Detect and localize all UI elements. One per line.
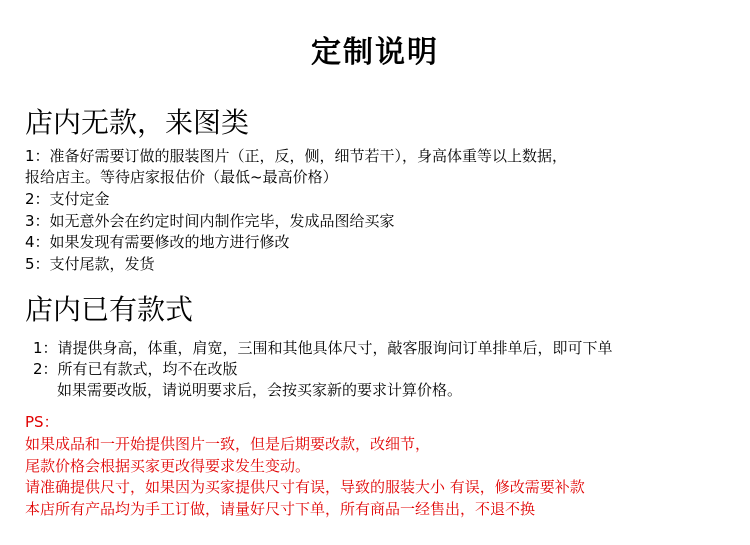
- notice-label: PS：: [25, 413, 59, 431]
- section1-step-4: 4：如果发现有需要修改的地方进行修改: [25, 233, 290, 251]
- section2-step-1: 1：请提供身高，体重，肩宽，三围和其他具体尺寸，敲客服询问订单排单后，即可下单: [33, 339, 613, 357]
- notice-line-2: 尾款价格会根据买家更改得要求发生变动。: [25, 457, 311, 475]
- section2-step-2: 2：所有已有款式，均不在改版: [33, 360, 238, 378]
- section1-step-5: 5：支付尾款，发货: [25, 255, 155, 273]
- notice-line-3: 请准确提供尺寸，如果因为买家提供尺寸有误，导致的服装大小 有误，修改需要补款: [25, 478, 585, 496]
- section1-step-1-continued: 报给店主。等待店家报估价（最低~最高价格）: [25, 168, 338, 186]
- section1-step-1: 1：准备好需要订做的服装图片（正，反，侧，细节若干），身高体重等以上数据，: [25, 147, 568, 165]
- section1-step-2: 2：支付定金: [25, 190, 110, 208]
- section2-step-2-note: 如果需要改版，请说明要求后，会按买家新的要求计算价格。: [57, 381, 463, 399]
- page-title: 定制说明: [311, 35, 439, 70]
- section-heading-existing-styles: 店内已有款式: [25, 293, 194, 326]
- notice-line-4: 本店所有产品均为手工订做，请量好尺寸下单，所有商品一经售出，不退不换: [25, 500, 536, 518]
- section1-step-3: 3：如无意外会在约定时间内制作完毕，发成品图给买家: [25, 212, 395, 230]
- notice-line-1: 如果成品和一开始提供图片一致，但是后期要改款，改细节，: [25, 435, 431, 453]
- section-heading-no-style-custom-image: 店内无款，来图类: [25, 106, 250, 139]
